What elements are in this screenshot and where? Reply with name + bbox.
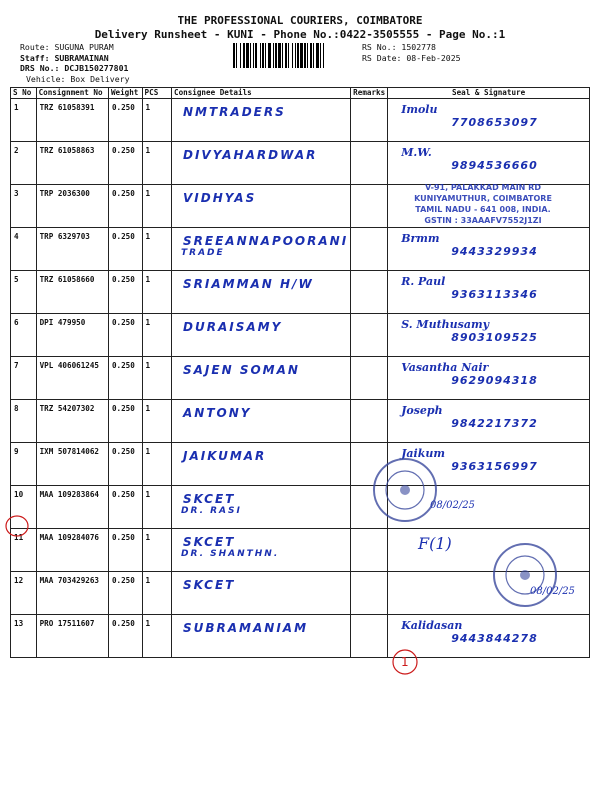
seal-date: 08/02/25 — [430, 500, 475, 511]
consignee-name: SKCET — [183, 578, 236, 592]
staff-text: Staff: SUBRAMAINAN — [20, 52, 109, 63]
remarks-cell — [351, 228, 388, 271]
signature-phone: 9842217372 — [451, 417, 538, 430]
weight-cell: 0.250 — [108, 99, 142, 142]
weight-cell: 0.250 — [108, 271, 142, 314]
signature: S. Muthusamy — [401, 318, 489, 331]
consignee-name: SAJEN SOMAN — [183, 363, 300, 377]
weight-cell: 0.250 — [108, 572, 142, 615]
signature-cell — [388, 271, 590, 314]
remarks-cell — [351, 314, 388, 357]
signature: Joseph — [401, 404, 443, 417]
remarks-cell — [351, 271, 388, 314]
page-subtitle: Delivery Runsheet - KUNI - Phone No.:0422-3505555 - Page No.:1 — [94, 28, 506, 41]
signature: Kalidasan — [401, 619, 463, 632]
remarks-cell — [351, 572, 388, 615]
col-pcs: PCS — [142, 88, 171, 99]
table-header-row — [11, 88, 590, 99]
col-remarks: Remarks — [351, 88, 388, 99]
pcs-cell: 1 — [142, 314, 171, 357]
round-seal-stamp — [490, 540, 560, 610]
consignee-name: DURAISAMY — [183, 320, 283, 334]
signature: Jaikum — [401, 447, 445, 460]
consignee-cell — [172, 572, 351, 615]
consignment-no-cell: TRZ 54207302 — [36, 400, 108, 443]
weight-cell: 0.250 — [108, 400, 142, 443]
consignee-cell — [172, 314, 351, 357]
sno-cell: 4 — [11, 228, 37, 271]
consignee-cell — [172, 228, 351, 271]
pcs-cell: 1 — [142, 271, 171, 314]
remarks-cell — [351, 99, 388, 142]
pcs-cell: 1 — [142, 99, 171, 142]
weight-cell: 0.250 — [108, 142, 142, 185]
runsheet-meta-right — [362, 42, 461, 63]
consignment-no-cell: MAA 109284076 — [36, 529, 108, 572]
signature-cell — [388, 400, 590, 443]
pcs-cell: 1 — [142, 572, 171, 615]
consignee-cell — [172, 99, 351, 142]
sno-cell: 10 — [11, 486, 37, 529]
page-title: THE PROFESSIONAL COURIERS, COIMBATORE — [177, 14, 423, 27]
signature-cell — [388, 142, 590, 185]
consignee-cell — [172, 185, 351, 228]
consignee-cell — [172, 486, 351, 529]
pcs-cell: 1 — [142, 529, 171, 572]
signature: Vasantha Nair — [401, 361, 489, 374]
col-consignment: Consignment No — [36, 88, 108, 99]
signature-phone: 7708653097 — [451, 116, 538, 129]
signature: M.W. — [401, 146, 432, 159]
signature-phone: 9894536660 — [451, 159, 538, 172]
consignment-no-cell: DPI 479950 — [36, 314, 108, 357]
table-row — [11, 443, 590, 486]
consignment-no-cell: VPL 406061245 — [36, 357, 108, 400]
consignment-no-cell: MAA 703429263 — [36, 572, 108, 615]
consignee-name: NMTRADERS — [183, 105, 286, 119]
consignee-name: SRIAMMAN H/W — [183, 277, 314, 291]
route-text: Route: SUGUNA PURAM — [20, 42, 114, 52]
signature-phone: 9443329934 — [451, 245, 538, 258]
pcs-cell: 1 — [142, 142, 171, 185]
pcs-cell: 1 — [142, 443, 171, 486]
signature: Brmm — [401, 232, 440, 245]
weight-cell: 0.250 — [108, 615, 142, 658]
remarks-cell — [351, 357, 388, 400]
consignee-cell — [172, 443, 351, 486]
consignee-cell — [172, 615, 351, 658]
table-row — [11, 486, 590, 529]
weight-cell: 0.250 — [108, 486, 142, 529]
drs-text: DRS No.: DCJB150277801 — [20, 63, 129, 74]
consignee-detail: DR. SHANTHN. — [181, 549, 280, 559]
col-consignee: Consignee Details — [172, 88, 351, 99]
consignment-no-cell: MAA 109283864 — [36, 486, 108, 529]
weight-cell: 0.250 — [108, 529, 142, 572]
table-row — [11, 99, 590, 142]
sno-cell: 3 — [11, 185, 37, 228]
remarks-cell — [351, 142, 388, 185]
consignee-detail: DR. RASI — [181, 506, 242, 516]
consignment-no-cell: PRO 17511607 — [36, 615, 108, 658]
seal-date: 08/02/25 — [530, 586, 575, 597]
table-row — [11, 228, 590, 271]
pcs-cell: 1 — [142, 400, 171, 443]
pcs-cell: 1 — [142, 228, 171, 271]
pcs-cell: 1 — [142, 615, 171, 658]
consignment-no-cell: TRP 2036300 — [36, 185, 108, 228]
signature-phone: 8903109525 — [451, 331, 538, 344]
table-row — [11, 142, 590, 185]
sno-cell: 11 — [11, 529, 37, 572]
consignee-name: JAIKUMAR — [183, 449, 267, 463]
sno-cell: 8 — [11, 400, 37, 443]
consignee-cell — [172, 142, 351, 185]
sno-cell: 9 — [11, 443, 37, 486]
consignee-name: ANTONY — [183, 406, 252, 420]
consignee-cell — [172, 400, 351, 443]
signature-phone: 9629094318 — [451, 374, 538, 387]
weight-cell: 0.250 — [108, 185, 142, 228]
col-seal-signature: Seal & Signature — [388, 88, 590, 99]
red-circle-mark — [3, 513, 31, 539]
consignee-name: SKCET — [183, 492, 236, 506]
col-weight: Weight — [108, 88, 142, 99]
consignment-no-cell: TRZ 61058391 — [36, 99, 108, 142]
consignee-name: SKCET — [183, 535, 236, 549]
consignee-cell — [172, 529, 351, 572]
sno-cell: 6 — [11, 314, 37, 357]
rs-number: RS No.: 1502778 — [362, 42, 436, 52]
weight-cell: 0.250 — [108, 443, 142, 486]
sno-cell: 12 — [11, 572, 37, 615]
consignment-no-cell: IXM 507814062 — [36, 443, 108, 486]
sno-cell: 13 — [11, 615, 37, 658]
weight-cell: 0.250 — [108, 228, 142, 271]
sno-cell: 1 — [11, 99, 37, 142]
consignment-no-cell: TRZ 61058863 — [36, 142, 108, 185]
table-row — [11, 400, 590, 443]
consignee-name: VIDHYAS — [183, 191, 257, 205]
company-stamp: V-91, PALAKKAD MAIN RD KUNIYAMUTHUR, COIMBATORE TAMIL NADU - 641 008, INDIA. GSTIN : 33AAAFV7552J1ZI — [414, 183, 552, 225]
consignee-detail: TRADE — [181, 248, 225, 258]
pcs-cell: 1 — [142, 185, 171, 228]
table-row — [11, 271, 590, 314]
table-row — [11, 314, 590, 357]
table-row — [11, 615, 590, 658]
signature-cell — [388, 314, 590, 357]
consignee-cell — [172, 271, 351, 314]
consignment-no-cell: TRZ 61058660 — [36, 271, 108, 314]
signature: Imolu — [401, 103, 438, 116]
remarks-cell — [351, 529, 388, 572]
rs-date: RS Date: 08-Feb-2025 — [362, 52, 461, 63]
sno-cell: 5 — [11, 271, 37, 314]
signature: R. Paul — [401, 275, 446, 288]
consignee-name: SREEANNAPOORANI — [183, 234, 349, 248]
consignee-cell — [172, 357, 351, 400]
weight-cell: 0.250 — [108, 357, 142, 400]
consignee-name: SUBRAMANIAM — [183, 621, 309, 635]
red-number-mark: 1 — [401, 655, 409, 669]
pcs-cell: 1 — [142, 357, 171, 400]
consignee-name: DIVYAHARDWAR — [183, 148, 318, 162]
round-seal-stamp — [370, 455, 440, 525]
weight-cell: 0.250 — [108, 314, 142, 357]
sno-cell: 7 — [11, 357, 37, 400]
col-sno: S No — [11, 88, 37, 99]
consignment-no-cell: TRP 6329703 — [36, 228, 108, 271]
pcs-cell: 1 — [142, 486, 171, 529]
signature-phone: 9443844278 — [451, 632, 538, 645]
remarks-cell — [351, 615, 388, 658]
vehicle-text: Vehicle: Box Delivery — [26, 73, 130, 84]
table-row — [11, 357, 590, 400]
signature-phone: 9363113346 — [451, 288, 538, 301]
signature-phone: 9363156997 — [451, 460, 538, 473]
signature-cell — [388, 99, 590, 142]
signature-cell — [388, 228, 590, 271]
barcode-image — [232, 43, 350, 68]
signature-cell — [388, 357, 590, 400]
sno-cell: 2 — [11, 142, 37, 185]
remarks-cell — [351, 185, 388, 228]
remarks-cell — [351, 400, 388, 443]
runsheet-meta-left — [20, 42, 130, 84]
bag-note: F(1) — [418, 534, 452, 553]
